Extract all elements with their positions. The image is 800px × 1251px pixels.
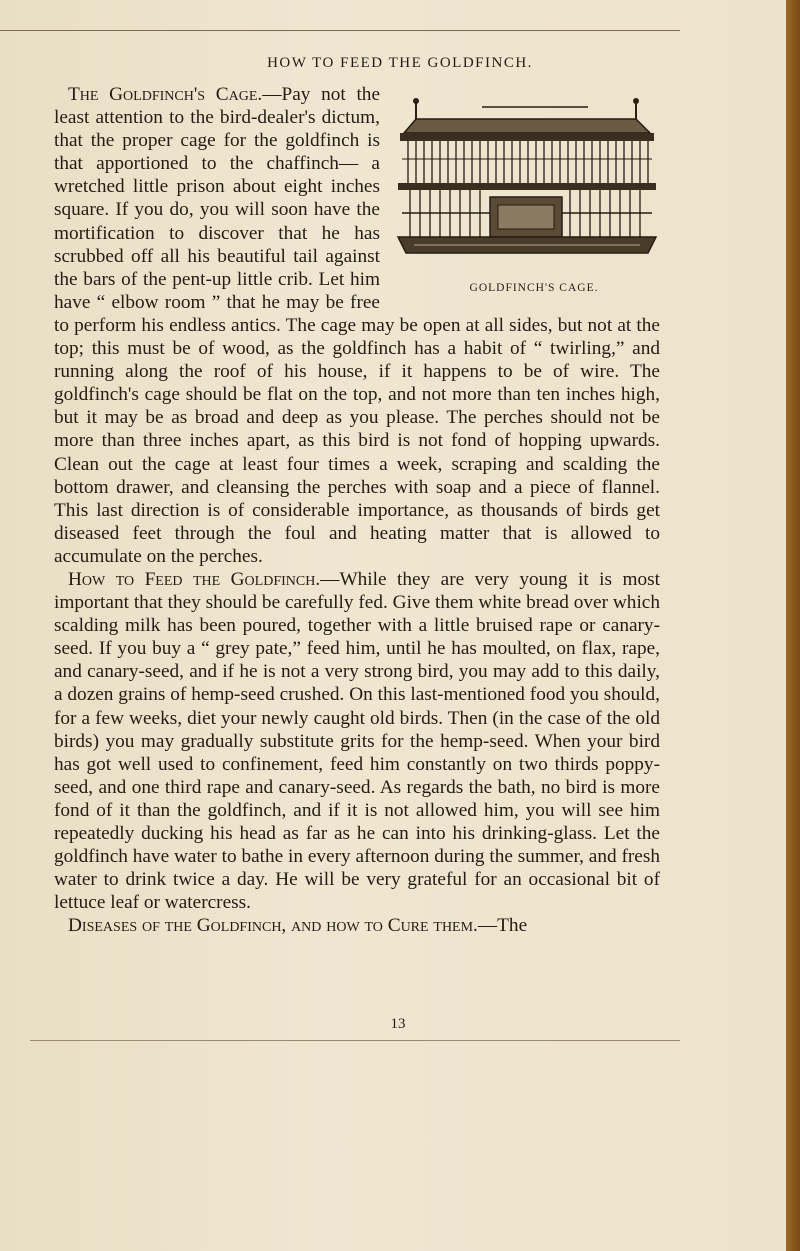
birdcage-illustration-icon (394, 89, 660, 269)
section-heading: Diseases of the Goldfinch, and how to Cure them. (68, 915, 478, 937)
figure-caption: GOLDFINCH'S CAGE. (469, 282, 599, 294)
page-number: 13 (390, 1016, 406, 1032)
section-text: —While they are very young it is most important that they should be carefully fed. Give them white bread over which scalding milk has been poured, together with a little bruised rape or canary-seed. If you buy a “ grey pate,” feed him, until he has moulted, on flax, rape, and canary-seed, and if he is not a very strong bird, you may add to this daily, a dozen grains of hemp-seed crushed. On this last-mentioned food you should, for a few weeks, diet your newly caught old birds. Then (in the case of the old birds) you may gradually substitute grits for the hemp-seed. When your bird has got well used to confinement, feed him constantly on two thirds poppy-seed, and one third rape and canary-seed. As regards the bath, no bird is more fond of it than the goldfinch, and if it is not allowed him, you will see him repeatedly ducking his head as far as he can into his drinking-glass. Let the goldfinch have water to bathe in every afternoon during the summer, and fresh water to drink twice a day. He will be very grateful for an occasional bit of lettuce leaf or watercress. (54, 568, 660, 914)
running-head: HOW TO FEED THE GOLDFINCH. (267, 55, 533, 71)
section-paragraph (54, 83, 660, 568)
section-paragraph (54, 914, 660, 937)
section-text: —The (477, 915, 528, 937)
section-text: —Pay not the least attention to the bird-dealer's dictum, that the proper cage for the goldfinch is that apportioned to the chaffinch— a wretched little prison about eight inches square. If you do, you will soon have the mortification to discover that he has scrubbed off all his beautiful tail against the bars of the pent-up little crib. Let him have “ elbow room ” that he may be free to perform his endless antics. The cage may be open at all sides, but not at the top; this must be of wood, as the goldfinch has a habit of “ twirling,” and running along the roof of his house, if it happens to be of wire. The goldfinch's cage should be flat on the top, and not more than ten inches high, but it may be as broad and deep as you please. The perches should not be more than three inches apart, as this bird is not fond of hopping upwards. Clean out the cage at least four times a week, scraping and scalding the bottom drawer, and cleansing the perches with soap and a piece of flannel. This last direction is of considerable importance, as thousands of birds get diseased feet through the foul and heating matter that is allowed to accumulate on the perches. (54, 84, 660, 567)
body-text (54, 83, 660, 937)
section-heading: How to Feed the Goldfinch. (68, 568, 321, 590)
book-edge (786, 0, 800, 1251)
section-paragraph (54, 568, 660, 914)
section-heading: The Goldfinch's Cage. (68, 84, 263, 105)
cage-figure (394, 89, 660, 294)
bottom-rule (30, 1040, 680, 1041)
top-rule (0, 30, 680, 31)
